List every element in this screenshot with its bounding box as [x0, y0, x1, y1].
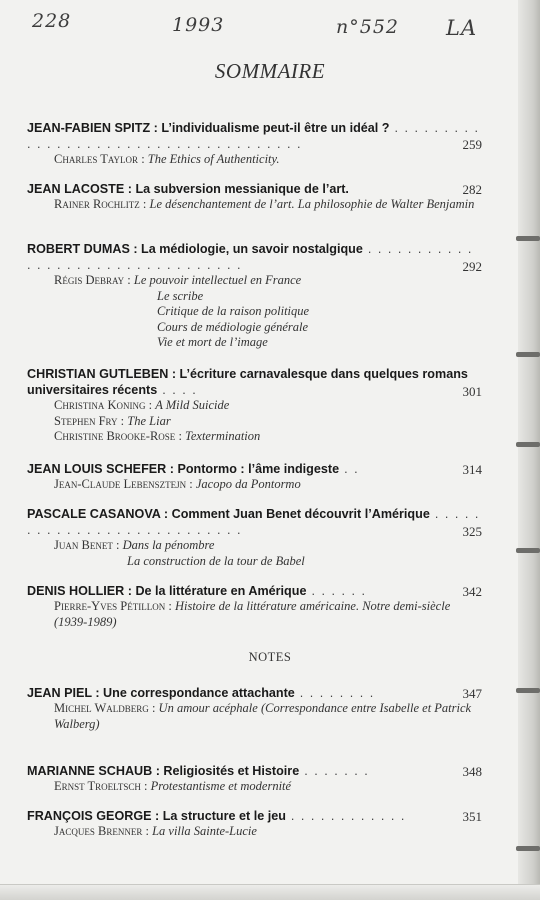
heading-text: JEAN-FABIEN SPITZ : L’individualisme peut-il être un idéal ? [27, 121, 390, 135]
reviewed-work [27, 289, 482, 305]
page-number: 348 [462, 764, 482, 779]
work-title: Le désenchantement de l’art. La philosophie de Walter Benjamin [149, 197, 475, 211]
reviewed-work [27, 335, 482, 351]
entry-heading: DENIS HOLLIER : De la littérature en Amérique . . . . . . [27, 584, 367, 598]
heading-text: CHRISTIAN GUTLEBEN : L’écriture carnavalesque dans quelques romans universitaires récents [27, 367, 468, 397]
page-number: 259 [462, 137, 482, 152]
work-title: La villa Sainte-Lucie [152, 824, 257, 838]
page-number: 351 [462, 809, 482, 824]
page-number: 314 [462, 462, 482, 477]
page-tab-mark [516, 548, 540, 553]
toc-entry [27, 461, 482, 493]
work-title: The Ethics of Authenticity. [147, 152, 280, 166]
entry-heading: FRANÇOIS GEORGE : La structure et le jeu . . . . . . . . . . . . [27, 809, 406, 823]
toc-entry [27, 808, 482, 840]
entry-heading: ROBERT DUMAS : La médiologie, un savoir nostalgique . . . . . . . . . . . . . . . . . . . . . . . . . . . . . . . . . [27, 242, 473, 272]
author-name: Juan Benet [54, 538, 113, 552]
reviewed-work: Juan Benet : Dans la pénombre [54, 538, 215, 552]
reviewed-work: Régis Debray : Le pouvoir intellectuel en France [54, 273, 302, 287]
reviewed-work: Christine Brooke-Rose : Textermination [54, 429, 261, 444]
work-title: Un amour acéphale (Correspondance entre Isabelle et Patrick Walberg) [54, 701, 472, 731]
page-tab-mark [516, 846, 540, 851]
reviewed-work: Rainer Rochlitz : Le désenchantement de l’art. La philosophie de Walter Benjamin [54, 197, 475, 211]
page-tab-mark [516, 352, 540, 357]
reviewed-work: Christina Koning : A Mild Suicide [54, 398, 230, 412]
page-tab-mark [516, 442, 540, 447]
work-title: Vie et mort de l’image [157, 335, 268, 350]
reviewed-work: Stephen Fry : The Liar [54, 413, 171, 428]
page-number: 301 [462, 384, 482, 399]
work-title: Le scribe [157, 288, 204, 303]
author-name: Régis Debray [54, 273, 125, 287]
entry-heading: MARIANNE SCHAUB : Religiosités et Histoire . . . . . . . [27, 764, 370, 778]
author-name: Stephen Fry [54, 413, 118, 428]
toc-entry [27, 506, 482, 569]
work-title: Dans la pénombre [122, 538, 215, 552]
work-title: La construction de la tour de Babel [127, 553, 305, 568]
author-name: Ernst Troeltsch [54, 779, 141, 793]
heading-text: DENIS HOLLIER : De la littérature en Amérique [27, 584, 307, 598]
toc-entry [27, 120, 482, 168]
reviewed-work: Jean-Claude Lebensztejn : Jacopo da Pontormo [54, 477, 301, 491]
author-name: Charles Taylor [54, 152, 139, 166]
reviewed-work: Michel Waldberg : Un amour acéphale (Correspondance entre Isabelle et Patrick Walberg) [54, 701, 472, 731]
heading-text: JEAN LACOSTE : La subversion messianique de l’art. [27, 182, 349, 196]
page-bottom-edge [0, 884, 540, 900]
reviewed-work [27, 320, 482, 336]
page-tab-mark [516, 236, 540, 241]
work-title: Cours de médiologie générale [157, 319, 309, 334]
toc-entry [27, 763, 482, 795]
reviewed-work [27, 554, 482, 570]
page-edge-shadow [518, 0, 540, 900]
toc-entry [27, 241, 482, 351]
toc-entry [27, 181, 482, 213]
author-name: Jacques Brenner [54, 824, 143, 838]
author-name: Christina Koning [54, 398, 146, 412]
reviewed-work [27, 304, 482, 320]
entry-heading: JEAN PIEL : Une correspondance attachante . . . . . . . . [27, 686, 375, 700]
author-name: Pierre-Yves Pétillon [54, 599, 166, 613]
page-number: 325 [462, 524, 482, 539]
entry-heading: JEAN-FABIEN SPITZ : L’individualisme peut-il être un idéal ? . . . . . . . . . . . . . . . . . . . . . . . . . . . . . . . . . . . . . [27, 121, 480, 151]
toc-entry [27, 583, 482, 630]
work-title: Jacopo da Pontormo [195, 477, 301, 491]
work-title: The Liar [127, 413, 171, 428]
entry-heading: PASCALE CASANOVA : Comment Juan Benet découvrit l’Amérique . . . . . . . . . . . . . . . . . . . . . . . . . . . [27, 507, 480, 537]
entry-heading: CHRISTIAN GUTLEBEN : L’écriture carnavalesque dans quelques romans universitaires récents . . . . [27, 367, 468, 397]
author-name: Michel Waldberg [54, 701, 149, 715]
heading-text: PASCALE CASANOVA : Comment Juan Benet découvrit l’Amérique [27, 507, 430, 521]
heading-text: FRANÇOIS GEORGE : La structure et le jeu [27, 809, 286, 823]
page-title: SOMMAIRE [214, 59, 326, 83]
reviewed-work: Charles Taylor : The Ethics of Authenticity. [54, 152, 280, 166]
handwritten-initials: LA [446, 16, 478, 40]
reviewed-work: Pierre-Yves Pétillon : Histoire de la littérature américaine. Notre demi-siècle (1939-1989) [54, 599, 451, 629]
notes-heading: NOTES [248, 650, 292, 664]
page-number: 342 [462, 584, 482, 599]
reviewed-work: Ernst Troeltsch : Protestantisme et modernité [54, 779, 292, 793]
work-title: Protestantisme et modernité [150, 779, 292, 793]
work-title: Histoire de la littérature américaine. Notre demi-siècle (1939-1989) [54, 599, 451, 629]
handwritten-number: 228 [32, 10, 72, 32]
handwritten-issue: n°552 [336, 16, 400, 38]
page-number: 347 [462, 686, 482, 701]
author-name: Jean-Claude Lebensztejn [54, 477, 187, 491]
author-name: Rainer Rochlitz [54, 197, 140, 211]
work-title: Le pouvoir intellectuel en France [133, 273, 302, 287]
handwritten-year: 1993 [172, 14, 225, 36]
work-title: A Mild Suicide [155, 398, 230, 412]
work-title: Textermination [185, 429, 261, 444]
page-number: 282 [462, 182, 482, 197]
toc-entry [27, 685, 482, 732]
heading-text: JEAN LOUIS SCHEFER : Pontormo : l’âme indigeste [27, 462, 340, 476]
reviewed-work: Jacques Brenner : La villa Sainte-Lucie [54, 824, 257, 838]
heading-text: MARIANNE SCHAUB : Religiosités et Histoire [27, 764, 300, 778]
page-number: 292 [462, 259, 482, 274]
heading-text: ROBERT DUMAS : La médiologie, un savoir nostalgique [27, 242, 363, 256]
heading-text: JEAN PIEL : Une correspondance attachante [27, 686, 295, 700]
entry-heading [27, 181, 482, 197]
entry-heading: JEAN LOUIS SCHEFER : Pontormo : l’âme indigeste . . [27, 462, 360, 476]
toc-entry [27, 366, 482, 445]
work-title: Critique de la raison politique [157, 304, 310, 319]
page-tab-mark [516, 688, 540, 693]
author-name: Christine Brooke-Rose [54, 429, 176, 444]
